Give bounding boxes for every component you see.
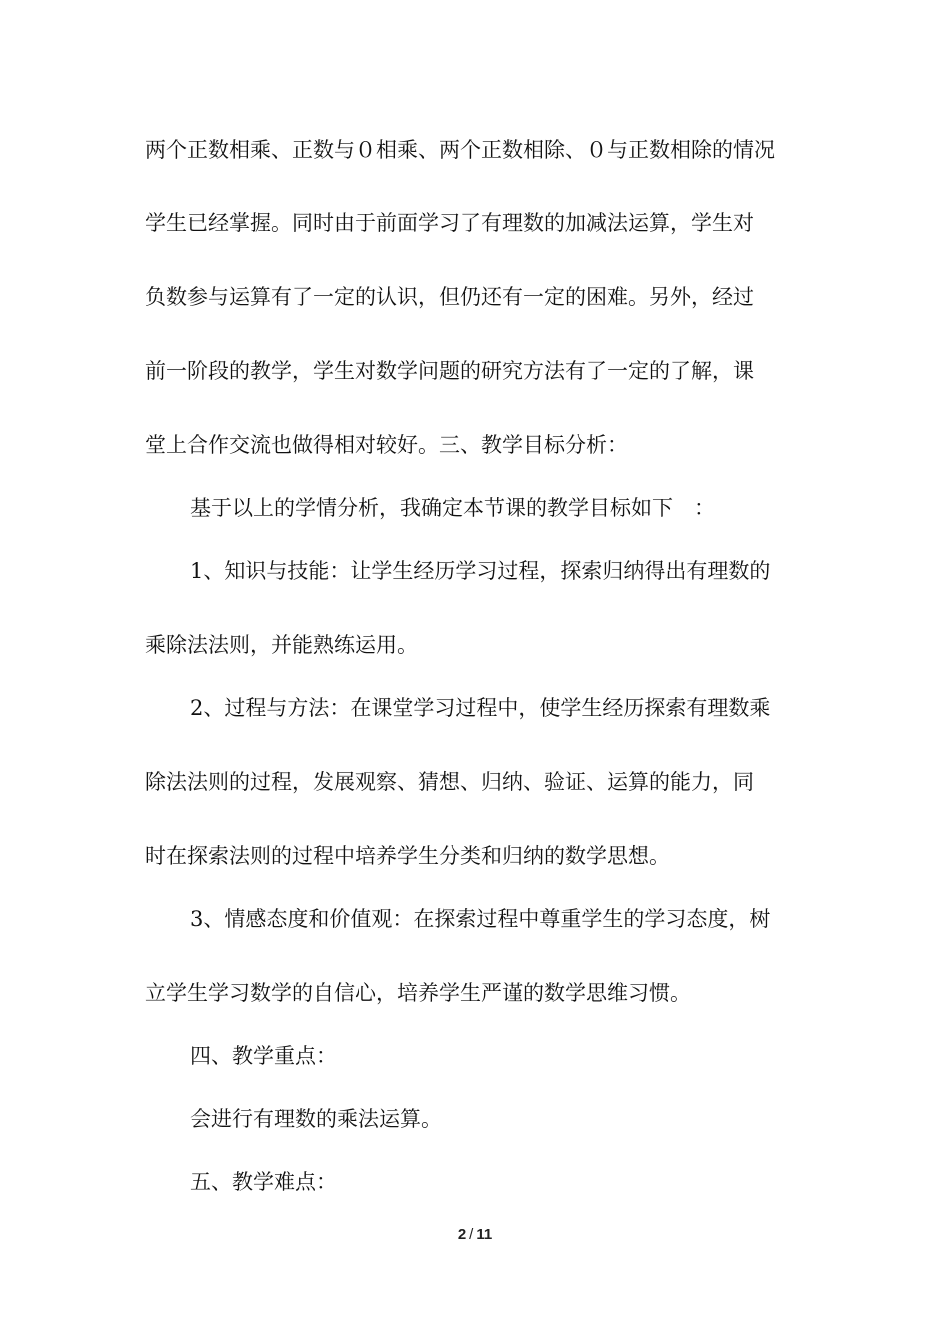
paragraph-line: 前一阶段的教学，学生对数学问题的研究方法有了一定的了解，课 [145, 359, 754, 383]
current-page: 2 [457, 1226, 467, 1243]
paragraph-line: 除法法则的过程，发展观察、猜想、归纳、验证、运算的能力，同 [145, 770, 754, 794]
paragraph-line: 学生已经掌握。同时由于前面学习了有理数的加减法运算，学生对 [145, 211, 754, 235]
section-heading: 五、教学难点： [190, 1170, 337, 1194]
paragraph-line: 乘除法法则，并能熟练运用。 [145, 633, 418, 657]
paragraph-line: 3、情感态度和价值观：在探索过程中尊重学生的学习态度，树 [190, 907, 771, 931]
paragraph-line: 负数参与运算有了一定的认识，但仍还有一定的困难。另外，经过 [145, 285, 754, 309]
page-number [0, 1226, 950, 1243]
section-heading: 四、教学重点： [190, 1044, 337, 1068]
page-separator: / [469, 1226, 474, 1243]
paragraph-line: 1、知识与技能：让学生经历学习过程，探索归纳得出有理数的 [190, 559, 771, 583]
paragraph-line: 2、过程与方法：在课堂学习过程中，使学生经历探索有理数乘 [190, 696, 771, 720]
total-pages: 11 [476, 1226, 493, 1243]
paragraph-line: 堂上合作交流也做得相对较好。三、教学目标分析： [145, 433, 628, 457]
paragraph-line: 会进行有理数的乘法运算。 [190, 1107, 442, 1131]
paragraph-line: 两个正数相乘、正数与０相乘、两个正数相除、０与正数相除的情况 [145, 138, 775, 162]
paragraph-line: 基于以上的学情分析，我确定本节课的教学目标如下 ： [190, 496, 715, 520]
paragraph-line: 立学生学习数学的自信心，培养学生严谨的数学思维习惯。 [145, 981, 691, 1005]
paragraph-line: 时在探索法则的过程中培养学生分类和归纳的数学思想。 [145, 844, 670, 868]
